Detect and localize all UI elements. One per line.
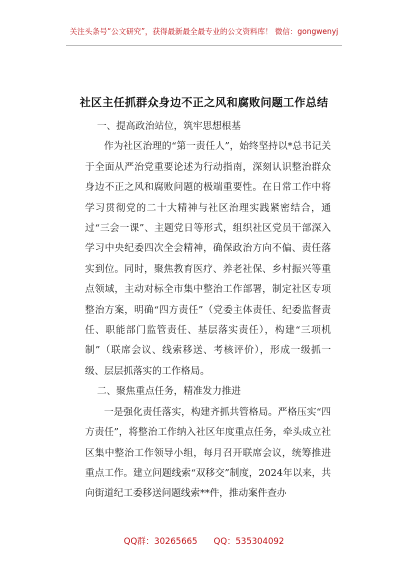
paragraph-2: 一是强化责任落实，构建齐抓共管格局。严格压实“四方责任”，将整治工作纳入社区年度重点任务，牵头成立社区集中整治工作领导小组，每月召开联席会议，统筹推进重点工作。建立问题线索“双移交”制度，2024年以来，共向街道纪工委移送问题线索**件，推动案件查办: [85, 406, 331, 500]
section-heading-2: 二、聚焦重点任务，精准发力推进: [97, 386, 241, 398]
header-divider: [66, 45, 342, 46]
document-body: [85, 117, 331, 505]
footer-contact: QQ群：30265665 QQ：535304092: [123, 537, 285, 547]
header-banner: 关注头条号“公文研究”，获得最新最全最专业的公文资料库！ 微信：gongwenyj: [69, 27, 339, 36]
paragraph-1: 作为社区治理的“第一责任人”，始终坚持以*总书记关于全面从严治党重要论述为行动指南，深刻认识整治群众身边不正之风和腐败问题的极端重要性。在日常工作中将学习贯彻党的二十大精神与社区治理实践紧密结合，通过“三会一课”、主题党日等形式，组织社区党员干部深入学习中央纪委四次全会精神，确保政治方向不偏、责任落实到位。同时，聚焦教育医疗、养老社保、乡村振兴等重点领域，主动对标全市集中整治工作部署，制定社区专项整治方案，明确“四方责任”（党委主体责任、纪委监督责任、职能部门监管责任、基层落实责任），构建“三项机制”（联席会议、线索移送、考核评价），形成一级抓一级、层层抓落实的工作格局。: [85, 141, 331, 377]
document-title: 社区主任抓群众身边不正之风和腐败问题工作总结: [79, 96, 329, 109]
section-heading-1: 一、提高政治站位，筑牢思想根基: [97, 121, 241, 132]
